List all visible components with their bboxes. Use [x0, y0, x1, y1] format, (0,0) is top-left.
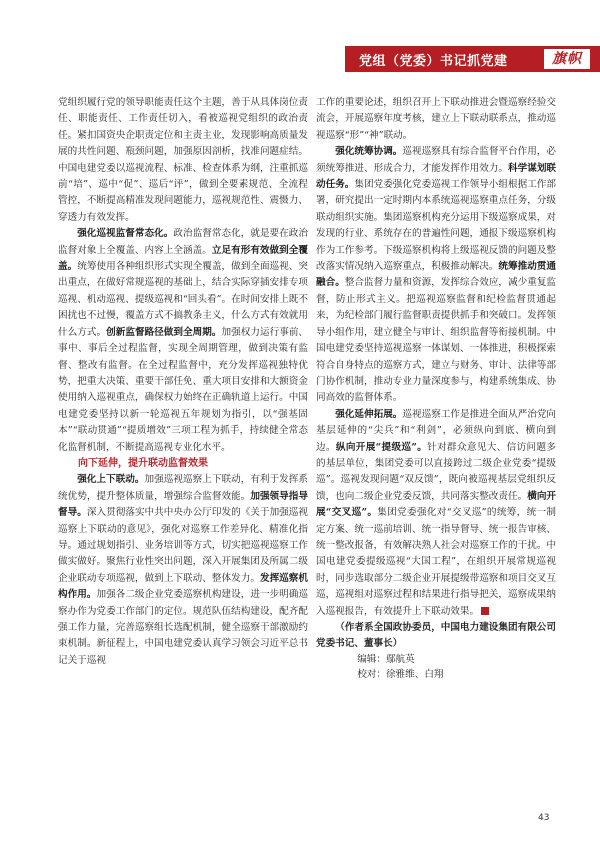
lead-in: 强化统筹协调。 — [335, 146, 403, 158]
magazine-logo: 旗帜 — [544, 49, 590, 69]
lead-in: 强化上下联动。 — [77, 474, 145, 486]
lead-in: 纵向开展“提级巡”。 — [335, 441, 428, 453]
text: 加强各二级企业党委巡察机构建设，进一步明确巡察办作为党委工作部门的定位。规范队伍结构建设，配齐配强工作力量，完善巡察组长选配机制，健全巡察干部激励约束机制。新征程上，中国电建党委认真学习领会习近平总书记关于巡视 — [58, 589, 309, 666]
text: 集团党委强化党委巡视工作领导小组根据工作部署，研究提出一定时期内本系统巡视巡察重点任务，分级联动组织实施。集团巡察机构充分运用下级巡察成果，对发现的行业、系统存在的普遍性问题，通报下级巡察机构作为工作参考。下级巡察机构将上级巡视反馈的问题及整改落实情况纳入巡察重点，积极推动解决。 — [316, 179, 557, 273]
section-header-strip — [345, 46, 600, 72]
text: 针对群众意见大、信访问题多的基层单位，集团党委可以直接跨过二级企业党委“提级巡”。巡视发现问题“双反馈”，既向被巡视基层党组织反馈，也向二级企业党委反馈，共同落实整改责任。 — [316, 441, 557, 502]
author-note: （作者系全国政协委员，中国电力建设集团有限公司党委书记、董事长） — [316, 622, 556, 649]
lead-in: 立足有形有效做到全覆盖。 — [58, 244, 308, 273]
page-number: 43 — [538, 813, 550, 823]
lead-in: 科学谋划联动任务。 — [316, 162, 557, 191]
text: 集团党委强化对“交叉巡”的统筹，统一制定方案、统一巡前培训、统一指导督导、统一报告审核、统一整改报备，有效解决熟人社会对巡察工作的干扰。中国电建党委提级巡视“大国工程”，在组织开展常规巡视时，同步选取部分二级企业开展提级带巡察和项目交叉互巡，巡视组对巡察过程和结果进行指导把关，巡察成果纳入巡视报告，有效提升上下联动效果。 — [316, 507, 556, 617]
lead-in: 横向开展“交叉巡”。 — [316, 490, 557, 519]
section-title: 党组（党委）书记抓党建 — [359, 53, 508, 69]
end-of-article-icon — [481, 607, 489, 615]
paragraph — [58, 472, 308, 669]
paragraph: 党组织履行党的领导职能责任这个主题，善于从具体岗位责任、职能责任、工作责任切入，看被巡视党组织的政治责任。紧扣国资央企职责定位和主责主业，发现影响高质量发展的共性问题、瓶颈问题，加强原因剖析，找准问题症结。中国电建党委以巡视流程、标准、检查体系为纲，注重抓巡前“培”、巡中“促”、巡后“评”，做到全要素规范、全流程管控，不断提高精准发现问题能力，巡视规范性、震慑力、穿透力有效发挥。 — [58, 97, 308, 223]
lead-in: 强化延伸拓展。 — [335, 408, 403, 420]
paragraph — [316, 144, 556, 407]
text: 巡视巡察具有综合监督平台作用，必须统筹推进、形成合力，才能发挥作用效力。 — [316, 146, 557, 174]
paragraph — [58, 226, 308, 456]
left-column — [58, 95, 308, 669]
text: 统筹使用各种组织形式实现全覆盖，做到全面巡视、突出重点，在做好常规巡视的基础上，结合实际穿插安排专项巡视、机动巡视、提级巡视和“回头看”。在时间安排上既不困扰也不过慢，覆盖方式不搞教条主义，什么方式有效就用什么方式。 — [58, 261, 309, 338]
text: 巡视巡察工作是推进全面从严治党向基层延伸的“尖兵”和“利剑”，必须纵向到底、横向到边。 — [316, 408, 557, 453]
lead-in: 强化巡视监督常态化。 — [77, 228, 174, 240]
right-column — [316, 95, 556, 682]
proofreader-credit: 校对：徐雅维、白翔 — [357, 669, 444, 680]
paragraph: 工作的重要论述，组织召开上下联动推进会暨巡察经验交流会，开展巡察年度考核，建立上下联动联系点，推动巡视巡察“形”“神”联动。 — [316, 97, 556, 141]
text: 加强权力运行事前、事中、事后全过程监督，实现全周期管理，做到决策有监督、整改有监督。在全过程监督中，充分发挥巡视独特优势，把重大决策、重要干部任免、重大项目安排和大额资金使用纳入巡视重点，确保权力始终在正确轨道上运行。中国电建党委坚持以新一轮巡视五年规划为指引，以“强基固本”“联动贯通”“提质增效”三项工程为抓手，持续健全常态化监督机制，不断提高巡视专业化水平。 — [58, 326, 309, 453]
lead-in: 发挥巡察机构作用。 — [58, 572, 309, 601]
lead-in: 统筹推动贯通融合。 — [316, 261, 557, 289]
lead-in: 加强领导指导督导。 — [58, 490, 309, 519]
text: 深入贯彻落实中共中央办公厅印发的《关于加强巡视巡察上下联动的意见》，强化对巡察工作差异化、精准化指导。通过规划指引、业务培训等方式，切实把巡视巡察工作做实做好。聚焦行业性突出问题，深入开展集团及所属二级企业联动专项巡视，做到上下联动、整体发力。 — [58, 507, 309, 584]
text: 政治监督常态化，就是要在政治监督对象上全覆盖、内容上全涵盖。 — [58, 228, 309, 256]
paragraph — [316, 407, 556, 620]
lead-in: 创新监督路径做到全周期。 — [106, 326, 222, 338]
text: 整合监督力量和资源，发挥综合效应，减少重复监督，防止形式主义。把巡视巡察监督和纪检监督贯通起来，为纪检部门履行监督职责提供抓手和突破口。发挥领导小组作用，建立健全与审计、组织监督等衔接机制。中国电建党委坚持巡视巡察一体谋划、一体推进，积极探索符合自身特点的巡察方式，建立与财务、审计、法律等部门协作机制，推动专业力量深度参与，构建系统集成、协同高效的监督体系。 — [316, 277, 557, 404]
text: 加强巡视巡察上下联动，有利于发挥系统优势，提升整体质量，增强综合监督效能。 — [58, 474, 309, 502]
editor-credit: 编辑：鄢航英 — [357, 654, 415, 665]
section-heading: 向下延伸，提升联动监督效果 — [78, 457, 208, 469]
